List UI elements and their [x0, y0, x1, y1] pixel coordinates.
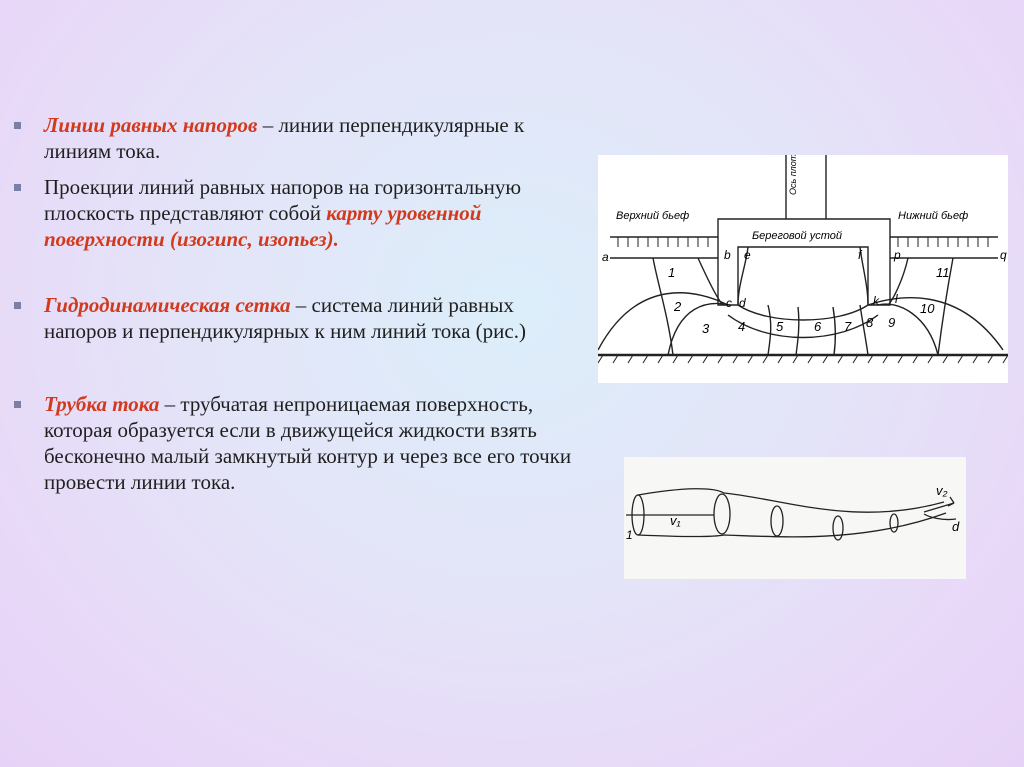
label-one-tube: 1 — [626, 528, 633, 542]
label-a: a — [602, 250, 609, 264]
bullet-marker-icon — [14, 401, 21, 408]
zone-number-5: 5 — [776, 319, 784, 334]
definition-text: – трубчатая непроницаемая поверхность, которая образуется если в движущейся жидкости взять бесконечно малый замкнутый контур и через все его точки провести линии тока. — [44, 392, 572, 494]
stream-tube-figure — [624, 457, 966, 579]
label-v2: v₂ — [936, 483, 948, 498]
bullet-projections — [14, 174, 574, 252]
label-e: e — [744, 248, 751, 262]
flow-net-figure — [598, 155, 1008, 383]
label-f: f — [858, 248, 862, 262]
label-l: l — [895, 292, 898, 306]
zone-number-11: 11 — [936, 265, 950, 280]
label-upper-pool: Верхний бьеф — [616, 210, 690, 222]
label-c: c — [726, 296, 732, 310]
label-q: q — [1000, 248, 1007, 262]
flow-net-drawing — [598, 155, 1008, 383]
zone-number-2: 2 — [674, 299, 682, 314]
term-hydrodynamic-grid: Гидродинамическая сетка — [44, 293, 291, 317]
projection-text: Проекции линий равных напоров на горизонтальную плоскость представляют собой — [44, 175, 522, 225]
bullet-stream-tube — [14, 391, 574, 495]
bullet-marker-icon — [14, 122, 21, 129]
label-dam-axis: Ось плотины — [788, 155, 798, 195]
label-b: b — [724, 248, 731, 262]
bullet-list — [14, 112, 574, 494]
label-d-tube: d — [952, 519, 960, 534]
zone-number-8: 8 — [866, 315, 874, 330]
zone-number-4: 4 — [738, 319, 746, 334]
bullet-marker-icon — [14, 302, 21, 309]
definition-text: – линии перпендикулярные к линиям тока. — [44, 113, 525, 163]
term-equal-head-lines: Линии равных напоров — [44, 113, 258, 137]
label-lower-pool: Нижний бьеф — [898, 210, 969, 222]
term-stream-tube: Трубка тока — [44, 392, 160, 416]
zone-number-3: 3 — [702, 321, 710, 336]
definition-text: – система линий равных напоров и перпендикулярных к ним линий тока (рис.) — [44, 293, 526, 343]
label-abutment: Береговой устой — [752, 230, 842, 242]
label-k: k — [873, 294, 879, 308]
zone-number-9: 9 — [888, 315, 896, 330]
bullet-marker-icon — [14, 184, 21, 191]
label-v1: v₁ — [670, 513, 681, 528]
stream-tube-drawing — [624, 457, 966, 579]
zone-number-7: 7 — [844, 319, 852, 334]
label-d: d — [739, 296, 746, 310]
label-p: p — [894, 248, 901, 262]
term-level-surface-map: карту уровенной поверхности (изогипс, изопьез). — [44, 201, 482, 251]
zone-number-6: 6 — [814, 319, 822, 334]
zone-number-10: 10 — [920, 301, 935, 316]
bullet-hydrodynamic-grid — [14, 292, 574, 344]
zone-number-1: 1 — [668, 265, 676, 280]
bullet-equal-head-lines — [14, 112, 574, 164]
